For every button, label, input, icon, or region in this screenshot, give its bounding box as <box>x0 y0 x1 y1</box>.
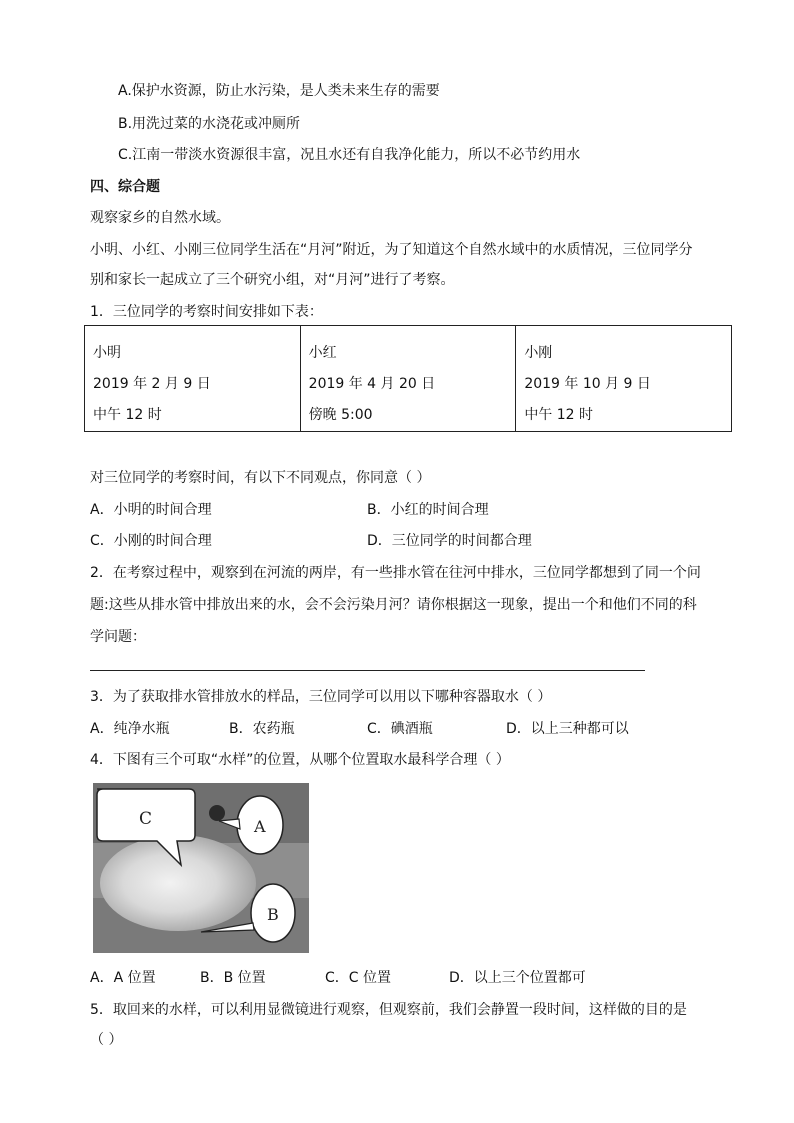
q4-option-d[interactable]: D．以上三个位置都可 <box>449 970 586 986</box>
q3-question: 3．为了获取排水管排放水的样品，三位同学可以用以下哪种容器取水（ ） <box>90 689 552 705</box>
student-name: 小明 <box>93 345 121 361</box>
table-row <box>85 326 732 432</box>
option-a-statement: A.保护水资源，防止水污染，是人类未来生存的需要 <box>118 83 440 99</box>
context-line-1: 小明、小红、小刚三位同学生活在“月河”附近，为了知道这个自然水域中的水质情况，三位同学分 <box>90 242 693 258</box>
schedule-cell-xiaoming <box>85 326 301 432</box>
q3-option-c[interactable]: C．碘酒瓶 <box>367 721 433 737</box>
q1-option-b[interactable]: B．小红的时间合理 <box>367 502 489 518</box>
schedule-cell-xiaohong <box>300 326 516 432</box>
q2-line-3: 学问题： <box>90 629 146 645</box>
q1-prompt: 1．三位同学的考察时间安排如下表： <box>90 304 323 320</box>
schedule-cell-xiaogang <box>516 326 732 432</box>
schedule-table <box>84 325 732 432</box>
intro-text: 观察家乡的自然水域。 <box>90 210 230 226</box>
q4-option-c[interactable]: C．C 位置 <box>325 970 392 986</box>
q1-question: 对三位同学的考察时间，有以下不同观点，你同意（ ） <box>90 470 431 486</box>
label-b: B <box>267 905 279 924</box>
drain-pipe-outlet <box>209 805 225 821</box>
option-b-statement: B.用洗过菜的水浇花或冲厕所 <box>118 116 301 132</box>
water-sampling-photo <box>93 783 309 953</box>
q1-option-a[interactable]: A．小明的时间合理 <box>90 502 212 518</box>
context-line-2: 别和家长一起成立了三个研究小组，对“月河”进行了考察。 <box>90 272 455 288</box>
visit-date: 2019 年 4 月 20 日 <box>308 376 436 392</box>
visit-date: 2019 年 2 月 9 日 <box>93 376 211 392</box>
q1-option-d[interactable]: D．三位同学的时间都合理 <box>367 533 532 549</box>
visit-time: 中午 12 时 <box>524 407 594 423</box>
q5-line-1: 5．取回来的水样，可以利用显微镜进行观察，但观察前，我们会静置一段时间，这样做的目的是 <box>90 1002 687 1018</box>
visit-time: 中午 12 时 <box>93 407 162 423</box>
label-c: C <box>139 809 153 829</box>
q5-line-2: （ ） <box>90 1032 123 1048</box>
q3-option-b[interactable]: B．农药瓶 <box>229 721 295 737</box>
visit-time: 傍晚 5:00 <box>308 407 373 423</box>
q4-question: 4．下图有三个可取“水样”的位置，从哪个位置取水最科学合理（ ） <box>90 752 510 768</box>
visit-date: 2019 年 10 月 9 日 <box>524 376 651 392</box>
q1-option-c[interactable]: C．小刚的时间合理 <box>90 533 212 549</box>
label-a: A <box>254 817 266 836</box>
section-title: 四、综合题 <box>90 179 160 195</box>
option-c-statement: C.江南一带淡水资源很丰富，况且水还有自我净化能力，所以不必节约用水 <box>118 147 581 163</box>
student-name: 小刚 <box>524 345 553 361</box>
q2-line-2: 题:这些从排水管中排放出来的水，会不会污染月河？请你根据这一现象，提出一个和他们不同的科 <box>90 597 697 613</box>
q4-option-a[interactable]: A．A 位置 <box>90 970 156 986</box>
q3-option-a[interactable]: A．纯净水瓶 <box>90 721 170 737</box>
q3-option-d[interactable]: D．以上三种都可以 <box>506 721 629 737</box>
q4-option-b[interactable]: B．B 位置 <box>200 970 266 986</box>
student-name: 小红 <box>308 345 337 361</box>
q2-line-1: 2．在考察过程中，观察到在河流的两岸，有一些排水管在往河中排水，三位同学都想到了同一个问 <box>90 565 701 581</box>
q2-answer-line[interactable] <box>90 670 645 671</box>
